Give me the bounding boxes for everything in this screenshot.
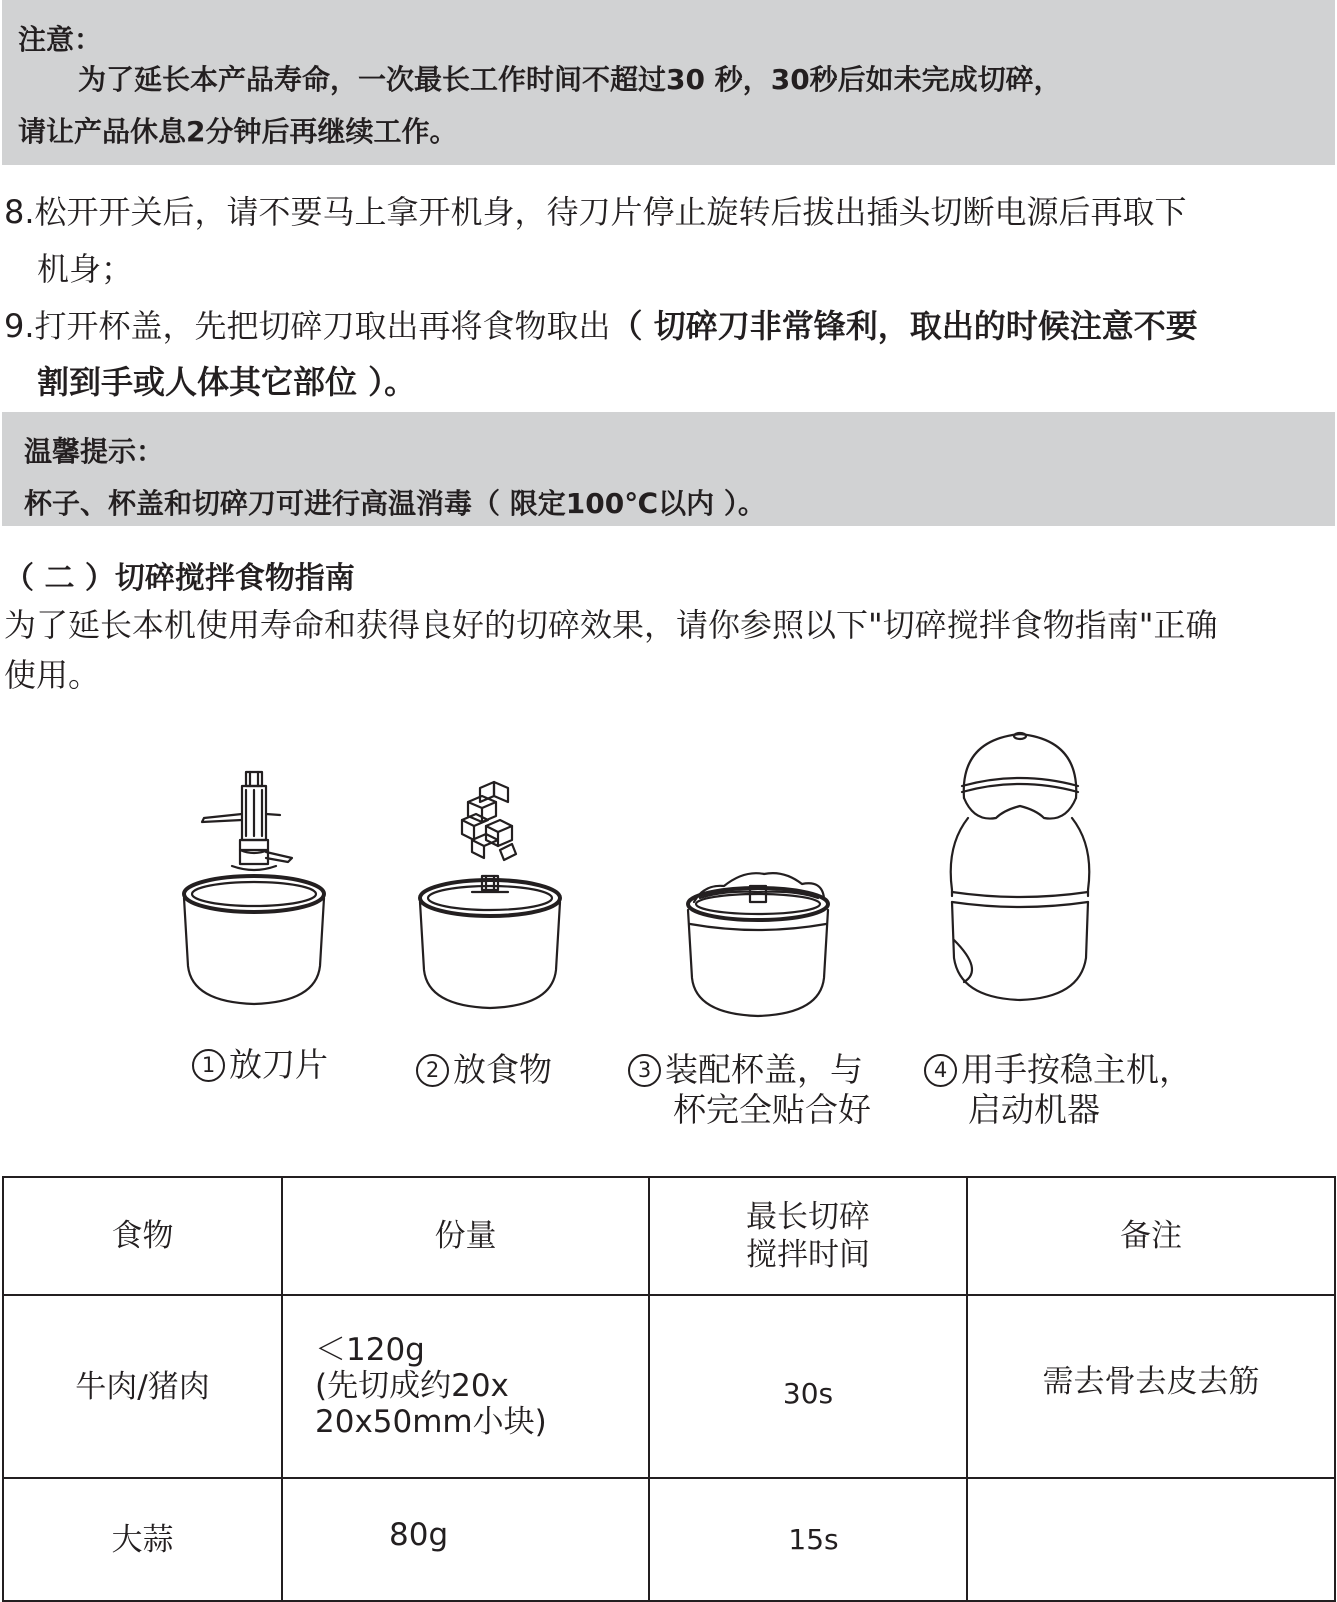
cell-amount: ＜120g (先切成约20x 20x50mm小块)	[282, 1295, 649, 1478]
step-caption-2: 2 放食物	[416, 1044, 552, 1091]
cell-note: 需去骨去皮去筋	[967, 1295, 1335, 1478]
food-guide-table	[2, 1176, 1336, 1602]
food-into-cup-icon	[416, 780, 576, 1030]
header-note: 备注	[967, 1177, 1335, 1295]
notice-text-line2: 请让产品休息2分钟后再继续工作。	[18, 115, 458, 148]
step-caption-3: 3 装配杯盖，与	[628, 1044, 863, 1091]
step-9-warning-continuation: 割到手或人体其它部位 ）。	[37, 363, 417, 401]
table-header-row	[3, 1177, 1335, 1295]
cell-time: 15s	[649, 1478, 967, 1601]
table-row	[3, 1295, 1335, 1478]
step-caption-1: 1 放刀片	[192, 1039, 328, 1086]
blade-in-cup-icon	[180, 770, 340, 1030]
assembled-chopper-icon	[944, 726, 1104, 1026]
step-number-badge: 1	[192, 1049, 225, 1082]
tip-text: 杯子、杯盖和切碎刀可进行高温消毒（ 限定100℃以内 ）。	[24, 487, 766, 520]
cell-food: 牛肉/猪肉	[3, 1295, 282, 1478]
cell-note	[967, 1478, 1335, 1601]
notice-text-line1: 为了延长本产品寿命，一次最长工作时间不超过30 秒，30秒后如未完成切碎，	[78, 63, 1062, 96]
step-number-badge: 2	[416, 1054, 449, 1087]
step-number: 9.	[4, 307, 35, 345]
cell-amount: 80g	[282, 1478, 649, 1601]
step-text: 打开杯盖，先把切碎刀取出再将食物取出	[34, 307, 611, 345]
step-caption-4: 4 用手按稳主机，	[924, 1044, 1192, 1091]
header-food: 食物	[3, 1177, 282, 1295]
cell-food: 大蒜	[3, 1478, 282, 1601]
cell-time: 30s	[649, 1295, 967, 1478]
lid-on-cup-icon	[684, 868, 844, 1028]
step-8	[4, 187, 1187, 233]
step-number-badge: 3	[628, 1054, 661, 1087]
step-caption-4-line2: 启动机器	[968, 1090, 1100, 1129]
notice-title: 注意：	[18, 23, 103, 56]
header-max-time: 最长切碎 搅拌时间	[649, 1177, 967, 1295]
section-intro-line1: 为了延长本机使用寿命和获得良好的切碎效果，请你参照以下"切碎搅拌食物指南"正确	[4, 606, 1218, 644]
step-text: 松开开关后，请不要马上拿开机身，待刀片停止旋转后拔出插头切断电源后再取下	[34, 193, 1187, 231]
section-intro-line2: 使用。	[4, 656, 101, 694]
step-8-continuation: 机身；	[37, 250, 134, 288]
section-heading: （ 二 ）切碎搅拌食物指南	[4, 561, 355, 596]
step-9	[4, 301, 1198, 347]
header-amount: 份量	[282, 1177, 649, 1295]
tip-title: 温馨提示：	[24, 435, 165, 468]
table-row	[3, 1478, 1335, 1601]
step-caption-3-line2: 杯完全贴合好	[673, 1090, 871, 1129]
step-warning: （ 切碎刀非常锋利，取出的时候注意不要	[610, 307, 1198, 345]
step-number: 8.	[4, 193, 35, 231]
step-number-badge: 4	[924, 1054, 957, 1087]
